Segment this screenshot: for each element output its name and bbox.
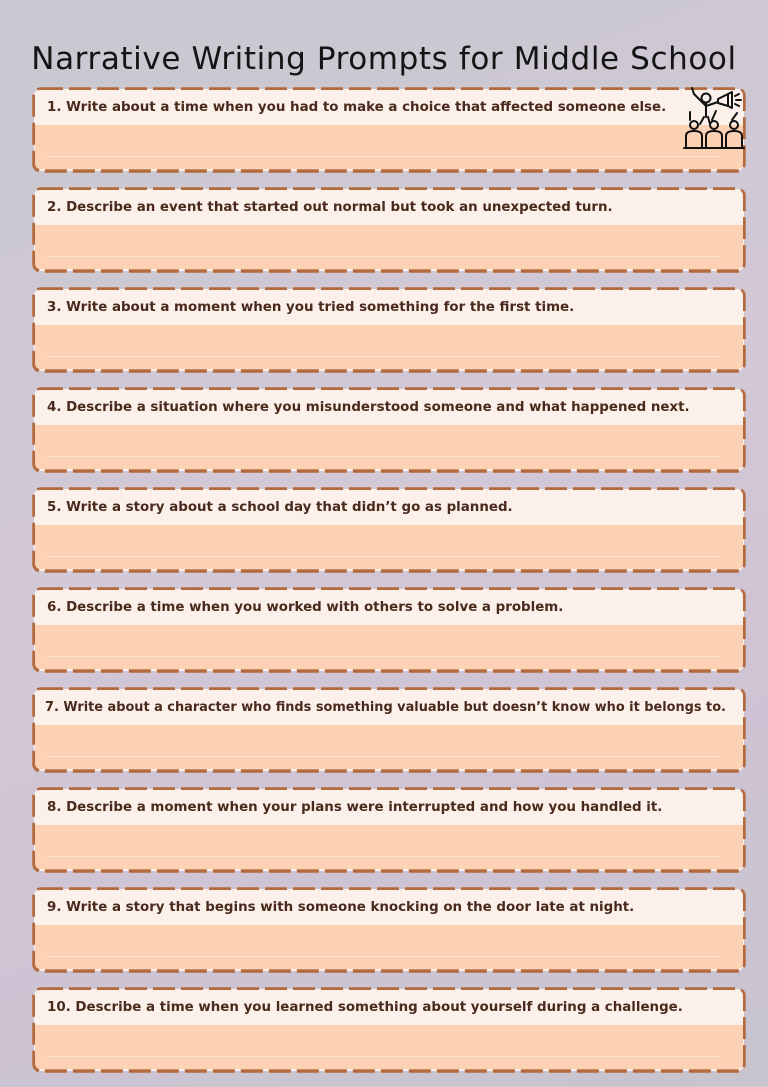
- prompt-header: [35, 190, 743, 225]
- answer-area[interactable]: [35, 825, 743, 869]
- prompt-text: 1. Write about a time when you had to make a choice that affected someone else.: [47, 100, 667, 115]
- answer-line: [47, 756, 719, 757]
- answer-area[interactable]: [35, 525, 743, 569]
- prompt-header: [35, 990, 743, 1025]
- answer-line: [47, 656, 719, 657]
- prompt-card: [32, 587, 746, 673]
- prompt-header: [35, 90, 743, 125]
- prompt-card: [32, 87, 746, 173]
- answer-line: [47, 456, 719, 457]
- prompt-text: 8. Describe a moment when your plans were interrupted and how you handled it.: [47, 800, 663, 815]
- answer-area[interactable]: [35, 425, 743, 469]
- prompt-card: [32, 687, 746, 773]
- prompt-text: 2. Describe an event that started out normal but took an unexpected turn.: [47, 200, 613, 215]
- answer-line: [47, 956, 719, 957]
- prompt-text: 3. Write about a moment when you tried something for the first time.: [47, 300, 575, 315]
- prompt-text: 4. Describe a situation where you misunderstood someone and what happened next.: [47, 400, 690, 415]
- prompt-header: [35, 490, 743, 525]
- prompt-list: [32, 87, 746, 1087]
- prompt-header: [35, 590, 743, 625]
- prompt-card: [32, 387, 746, 473]
- prompt-text: 5. Write a story about a school day that didn’t go as planned.: [47, 500, 513, 515]
- prompt-card: [32, 287, 746, 373]
- prompt-header: [35, 890, 743, 925]
- answer-line: [47, 356, 719, 357]
- prompt-text: 6. Describe a time when you worked with others to solve a problem.: [47, 600, 564, 615]
- prompt-card: [32, 987, 746, 1073]
- prompt-card: [32, 187, 746, 273]
- prompt-card: [32, 487, 746, 573]
- prompt-header: [35, 690, 743, 725]
- answer-line: [47, 1056, 719, 1057]
- prompt-header: [35, 290, 743, 325]
- prompt-header: [35, 390, 743, 425]
- answer-area[interactable]: [35, 325, 743, 369]
- page-title: Narrative Writing Prompts for Middle School: [31, 40, 737, 77]
- prompt-text: 10. Describe a time when you learned something about yourself during a challenge.: [47, 1000, 683, 1015]
- answer-area[interactable]: [35, 1025, 743, 1069]
- answer-area[interactable]: [35, 125, 743, 169]
- answer-area[interactable]: [35, 625, 743, 669]
- answer-area[interactable]: [35, 725, 743, 769]
- prompt-card: [32, 887, 746, 973]
- prompt-card: [32, 787, 746, 873]
- prompt-text: 9. Write a story that begins with someone knocking on the door late at night.: [47, 900, 635, 915]
- answer-area[interactable]: [35, 225, 743, 269]
- prompt-header: [35, 790, 743, 825]
- answer-area[interactable]: [35, 925, 743, 969]
- answer-line: [47, 256, 719, 257]
- answer-line: [47, 556, 719, 557]
- prompt-text: 7. Write about a character who finds something valuable but doesn’t know who it belongs to.: [45, 700, 726, 715]
- answer-line: [47, 856, 719, 857]
- crowd-megaphone-icon: [682, 84, 746, 152]
- answer-line: [47, 156, 719, 157]
